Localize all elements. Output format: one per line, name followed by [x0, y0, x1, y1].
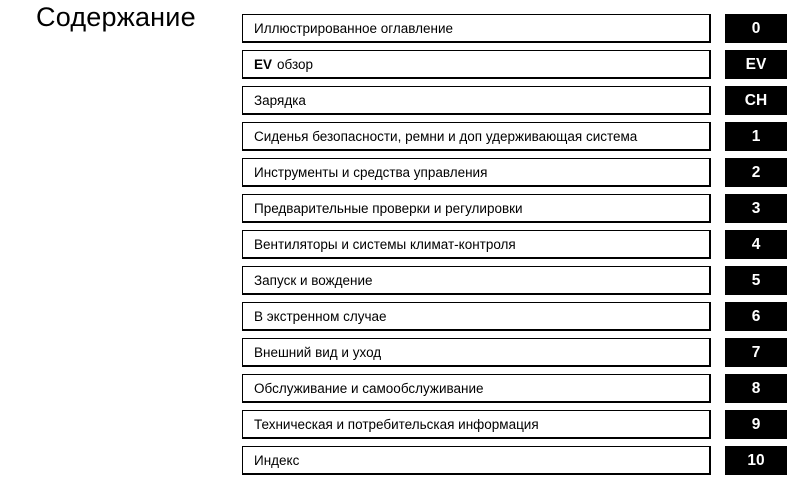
toc-entry-maintenance[interactable]	[242, 374, 711, 403]
toc-row-4	[242, 228, 787, 264]
toc-entry-emergency[interactable]	[242, 302, 711, 331]
toc-entry-label: Индекс	[254, 452, 300, 468]
chapter-tab-4[interactable]: 4	[725, 230, 787, 259]
toc-entry-label: Обслуживание и самообслуживание	[254, 380, 484, 396]
chapter-tab-9[interactable]: 9	[725, 410, 787, 439]
toc-entry-label: В экстренном случае	[254, 308, 387, 324]
toc-entry-climate-control[interactable]	[242, 230, 711, 259]
chapter-tab-ch[interactable]: CH	[725, 86, 787, 115]
chapter-tab-1[interactable]: 1	[725, 122, 787, 151]
toc-entry-label: Запуск и вождение	[254, 272, 373, 288]
toc-row-5	[242, 264, 787, 300]
chapter-tab-10[interactable]: 10	[725, 446, 787, 475]
chapter-tab-8[interactable]: 8	[725, 374, 787, 403]
toc-entry-label: Инструменты и средства управления	[254, 164, 488, 180]
toc-entry-label: Внешний вид и уход	[254, 344, 382, 360]
chapter-tab-0[interactable]: 0	[725, 14, 787, 43]
toc-row-1	[242, 120, 787, 156]
toc-entry-label: обзор	[277, 56, 314, 72]
toc-entry-label: Иллюстрированное оглавление	[254, 20, 454, 36]
toc-entry-label: Предварительные проверки и регулировки	[254, 200, 523, 216]
toc-entry-illustrated-contents[interactable]	[242, 14, 711, 43]
toc-row-2	[242, 156, 787, 192]
toc-row-3	[242, 192, 787, 228]
toc-entry-label: Сиденья безопасности, ремни и доп удерживающая система	[254, 128, 638, 144]
page-title: Содержание	[36, 2, 196, 32]
toc-row-ch	[242, 84, 787, 120]
toc-entry-bold-prefix: EV	[254, 56, 273, 72]
chapter-tab-5[interactable]: 5	[725, 266, 787, 295]
toc-row-6	[242, 300, 787, 336]
toc-entry-label: Зарядка	[254, 92, 306, 108]
toc-entry-label: Вентиляторы и системы климат-контроля	[254, 236, 516, 252]
toc-entry-index[interactable]	[242, 446, 711, 475]
chapter-tab-7[interactable]: 7	[725, 338, 787, 367]
toc-entry-starting-driving[interactable]	[242, 266, 711, 295]
toc-row-0	[242, 12, 787, 48]
chapter-tab-6[interactable]: 6	[725, 302, 787, 331]
toc-entry-safety-seats[interactable]	[242, 122, 711, 151]
toc-row-10	[242, 444, 787, 480]
table-of-contents	[242, 12, 787, 480]
chapter-tab-3[interactable]: 3	[725, 194, 787, 223]
toc-entry-charging[interactable]	[242, 86, 711, 115]
toc-entry-pre-checks[interactable]	[242, 194, 711, 223]
chapter-tab-ev[interactable]: EV	[725, 50, 787, 79]
toc-entry-appearance-care[interactable]	[242, 338, 711, 367]
toc-row-7	[242, 336, 787, 372]
toc-entry-technical-info[interactable]	[242, 410, 711, 439]
toc-row-ev	[242, 48, 787, 84]
toc-row-8	[242, 372, 787, 408]
toc-entry-ev-overview[interactable]	[242, 50, 711, 79]
toc-entry-instruments-controls[interactable]	[242, 158, 711, 187]
chapter-tab-2[interactable]: 2	[725, 158, 787, 187]
toc-row-9	[242, 408, 787, 444]
toc-entry-label: Техническая и потребительская информация	[254, 416, 539, 432]
